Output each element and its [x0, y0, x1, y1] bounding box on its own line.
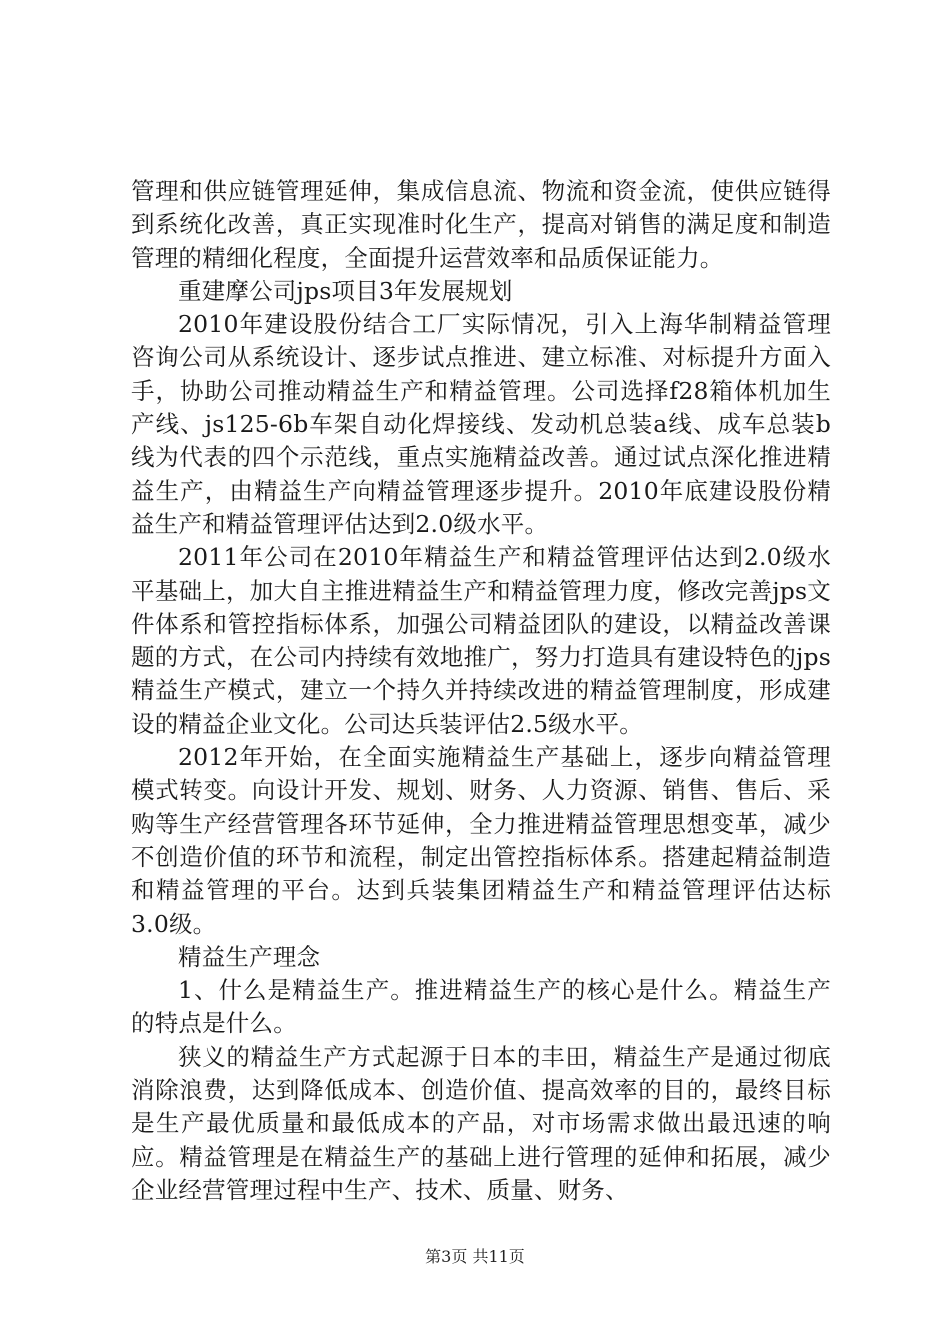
section-heading: 重建摩公司jps项目3年发展规划	[178, 276, 513, 305]
document-body	[131, 175, 831, 1207]
page-number: 第3页 共11页	[425, 1247, 525, 1266]
page-footer	[0, 1244, 950, 1267]
paragraph: 2010年建设股份结合工厂实际情况，引入上海华制精益管理咨询公司从系统设计、逐步试点推进、建立标准、对标提升方面入手，协助公司推动精益生产和精益管理。公司选择f28箱体机加生产线、js125-6b车架自动化焊接线、发动机总装a线、成车总装b线为代表的四个示范线，重点实施精益改善。通过试点深化推进精益生产，由精益生产向精益管理逐步提升。2010年底建设股份精益生产和精益管理评估达到2.0级水平。	[131, 310, 831, 538]
paragraph: 管理和供应链管理延伸，集成信息流、物流和资金流，使供应链得到系统化改善，真正实现准时化生产，提高对销售的满足度和制造管理的精细化程度，全面提升运营效率和品质保证能力。	[131, 177, 831, 272]
section-heading: 精益生产理念	[178, 942, 321, 971]
paragraph: 2011年公司在2010年精益生产和精益管理评估达到2.0级水平基础上，加大自主推进精益生产和精益管理力度，修改完善jps文件体系和管控指标体系，加强公司精益团队的建设，以精益改善课题的方式，在公司内持续有效地推广，努力打造具有建设特色的jps精益生产模式，建立一个持久并持续改进的精益管理制度，形成建设的精益企业文化。公司达兵装评估2.5级水平。	[131, 543, 831, 738]
paragraph: 狭义的精益生产方式起源于日本的丰田，精益生产是通过彻底消除浪费，达到降低成本、创造价值、提高效率的目的，最终目标是生产最优质量和最低成本的产品，对市场需求做出最迅速的响应。精益管理是在精益生产的基础上进行管理的延伸和拓展，减少企业经营管理过程中生产、技术、质量、财务、	[131, 1042, 831, 1204]
paragraph: 2012年开始，在全面实施精益生产基础上，逐步向精益管理模式转变。向设计开发、规划、财务、人力资源、销售、售后、采购等生产经营管理各环节延伸，全力推进精益管理思想变革，减少不创造价值的环节和流程，制定出管控指标体系。搭建起精益制造和精益管理的平台。达到兵装集团精益生产和精益管理评估达标3.0级。	[131, 743, 831, 938]
paragraph: 1、什么是精益生产。推进精益生产的核心是什么。精益生产的特点是什么。	[131, 976, 831, 1038]
